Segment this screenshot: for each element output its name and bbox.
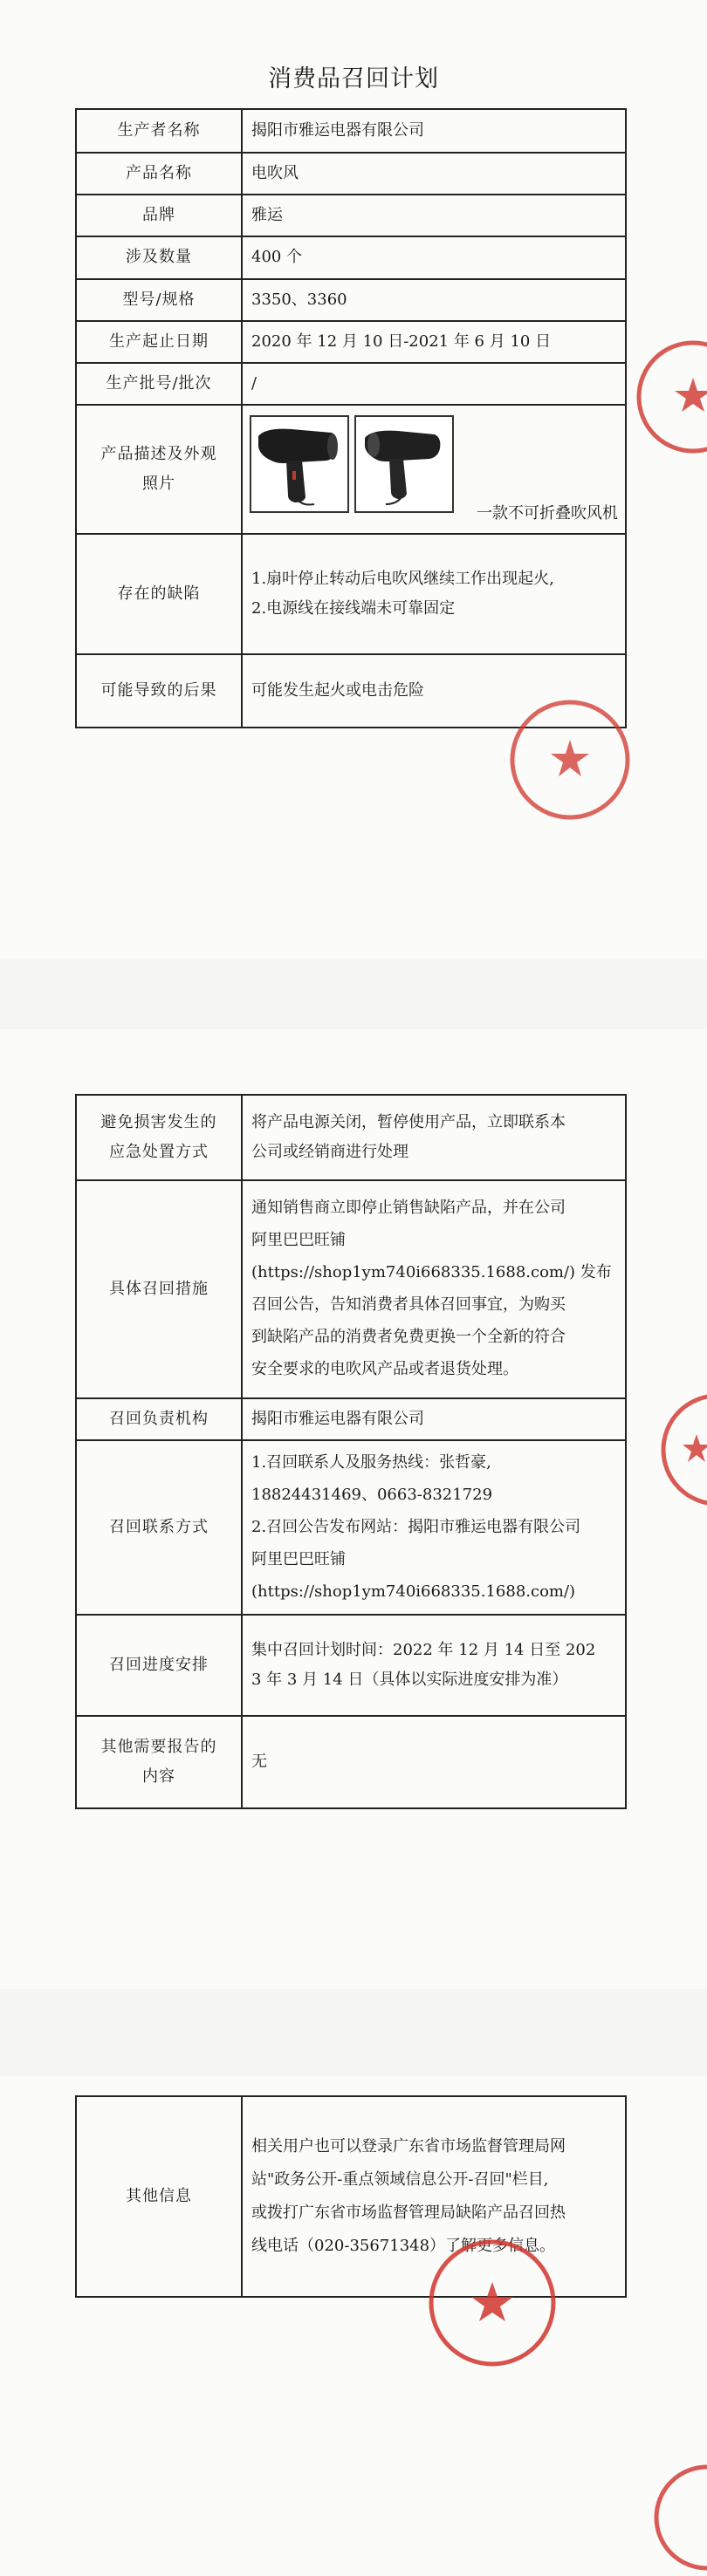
table-row [76,321,626,363]
emergency-label [76,1095,242,1180]
emergency-line-1: 将产品电源关闭，暂停使用产品，立即联系本 [251,1112,566,1131]
product-photo-cell [242,405,626,534]
table-row [76,153,626,195]
page-3 [0,2076,707,2576]
company-seal-stamp [656,1389,707,1511]
table-row [76,1716,626,1808]
table-row [76,405,626,534]
emergency-label-line2: 应急处置方式 [109,1143,209,1161]
contact-line-1: 1.召回联系人及服务热线：张哲豪, [251,1452,491,1472]
other-report-label-line1: 其他需要报告的 [100,1738,217,1756]
measures-line-1: 通知销售商立即停止销售缺陷产品，并在公司 [251,1199,566,1218]
contact-line-2: 18824431469、0663-8321729 [251,1485,493,1504]
quantity-label: 涉及数量 [76,236,242,278]
hair-dryer-photo-2 [354,415,454,513]
emergency-label-line1: 避免损害发生的 [100,1112,217,1131]
other-report-label [76,1716,242,1808]
other-info-line-2: 站"政务公开-重点领域信息公开-召回"栏目, [251,2170,549,2190]
manufacturer-value: 揭阳市雅运电器有限公司 [242,109,626,153]
table-row [76,109,626,153]
recall-info-table [75,108,627,728]
company-seal-stamp [649,2460,707,2573]
table-row [76,1180,626,1398]
contact-label: 召回联系方式 [76,1440,242,1615]
company-seal-stamp [422,2233,562,2373]
other-info-line-1: 相关用户也可以登录广东省市场监督管理局网 [251,2137,566,2156]
table-row [76,1095,626,1180]
defect-line-1: 1.扇叶停止转动后电吹风继续工作出现起火, [251,569,554,588]
measures-label: 具体召回措施 [76,1180,242,1398]
emergency-value [242,1095,626,1180]
schedule-label: 召回进度安排 [76,1615,242,1716]
model-label: 型号/规格 [76,279,242,321]
table-row [76,1398,626,1440]
contact-line-3: 2.召回公告发布网站：揭阳市雅运电器有限公司 [251,1517,581,1536]
table-row [76,236,626,278]
company-seal-stamp [632,336,707,458]
recall-measures-table [75,1094,627,1809]
measures-line-4: 召回公告，告知消费者具体召回事宜，为购买 [251,1295,566,1314]
other-report-label-line2: 内容 [142,1767,175,1787]
hair-dryer-photo-1 [250,415,349,513]
table-row [76,1615,626,1716]
schedule-line-1: 集中召回计划时间：2022 年 12 月 14 日至 202 [251,1641,596,1659]
company-seal-stamp [505,694,635,825]
table-row [76,363,626,405]
photo-caption: 一款不可折叠吹风机 [477,503,618,523]
batch-label: 生产批号/批次 [76,363,242,405]
organization-value: 揭阳市雅运电器有限公司 [242,1398,626,1440]
brand-label: 品牌 [76,195,242,236]
measures-line-3: (https://shop1ym740i668335.1688.com/) 发布 [251,1263,612,1282]
contact-line-5: (https://shop1ym740i668335.1688.com/) [251,1582,576,1601]
product-name-label: 产品名称 [76,153,242,195]
table-row [76,195,626,236]
consequence-label: 可能导致的后果 [76,654,242,728]
other-info-line-4: 线电话（020-35671348）了解更多信息。 [251,2236,556,2255]
batch-value: / [242,363,626,405]
emergency-line-2: 公司或经销商进行处理 [251,1143,408,1161]
contact-line-4: 阿里巴巴旺铺 [251,1549,346,1568]
product-photo-label [76,405,242,534]
table-row [76,1440,626,1615]
page-2 [0,1029,707,1989]
consequence-value: 可能发生起火或电击危险 [242,654,626,728]
brand-value: 雅运 [242,195,626,236]
defect-label: 存在的缺陷 [76,534,242,654]
production-dates-label: 生产起止日期 [76,321,242,363]
model-value: 3350、3360 [242,279,626,321]
product-photo-label-line2: 照片 [142,475,175,494]
organization-label: 召回负责机构 [76,1398,242,1440]
defect-line-2: 2.电源线在接线端未可靠固定 [251,599,456,618]
page-1 [0,0,707,960]
other-report-value: 无 [242,1716,626,1808]
measures-line-6: 安全要求的电吹风产品或者退货处理。 [251,1359,518,1378]
defect-value [242,534,626,654]
measures-value [242,1180,626,1398]
measures-line-2: 阿里巴巴旺铺 [251,1231,346,1250]
measures-line-5: 到缺陷产品的消费者免费更换一个全新的符合 [251,1327,566,1346]
table-row [76,534,626,654]
table-row [76,279,626,321]
product-name-value: 电吹风 [242,153,626,195]
production-dates-value: 2020 年 12 月 10 日-2021 年 6 月 10 日 [242,321,626,363]
contact-value [242,1440,626,1615]
document-title: 消费品召回计划 [268,65,439,92]
other-info-line-3: 或拨打广东省市场监督管理局缺陷产品召回热 [251,2204,566,2222]
schedule-value [242,1615,626,1716]
manufacturer-label: 生产者名称 [76,109,242,153]
quantity-value: 400 个 [242,236,626,278]
product-photo-label-line1: 产品描述及外观 [100,444,217,463]
schedule-line-2: 3 年 3 月 14 日（具体以实际进度安排为准） [251,1671,568,1690]
other-info-label: 其他信息 [76,2096,242,2297]
